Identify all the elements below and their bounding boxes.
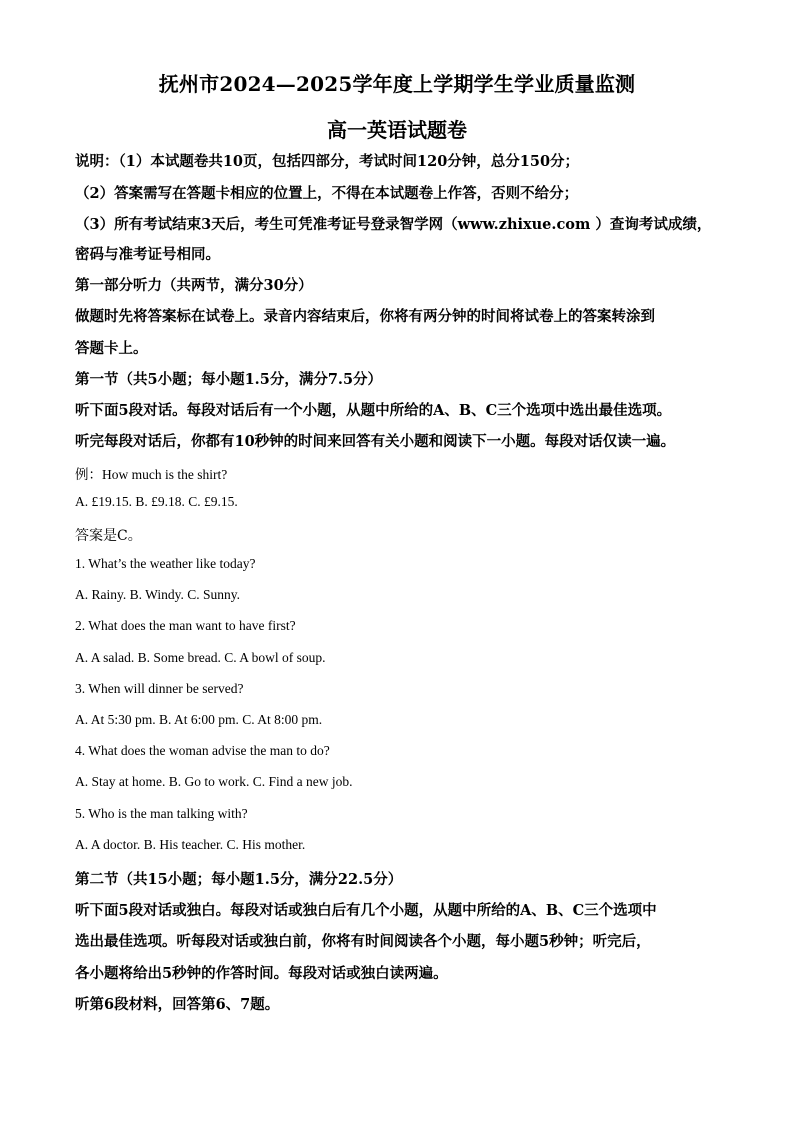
section2-intro-line-2: 选出最佳选项。听每段对话或独白前，你将有时间阅读各个小题，每小题5秒钟；听完后， [75,933,651,950]
question-1-options: A. Rainy. B. Windy. C. Sunny. [75,587,240,602]
example-answer: 答案是C。 [75,528,142,544]
exam-subtitle: 高一英语试题卷 [327,118,467,142]
part1-intro-line-1: 做题时先将答案标在试卷上。录音内容结束后，你将有两分钟的时间将试卷上的答案转涂到 [75,308,655,325]
question-3: 3. When will dinner be served? [75,681,244,696]
question-4: 4. What does the woman advise the man to do? [75,743,330,758]
part1-heading: 第一部分听力（共两节，满分30分） [75,277,313,294]
question-2: 2. What does the man want to have first? [75,618,296,633]
example-question: 例：How much is the shirt? [75,467,228,482]
instruction-line-3: （3）所有考试结束3天后，考生可凭准考证号登录智学网（www.zhixue.com ）查询考试成绩， [75,216,712,233]
section2-heading: 第二节（共15小题；每小题1.5分，满分22.5分） [75,871,403,888]
question-1: 1. What’s the weather like today? [75,556,256,571]
instruction-line-1: 说明：（1）本试题卷共10页，包括四部分，考试时间120分钟，总分150分； [75,153,580,170]
instruction-line-2: （2）答案需写在答题卡相应的位置上，不得在本试题卷上作答，否则不给分； [75,185,579,202]
section1-intro-line-1: 听下面5段对话。每段对话后有一个小题，从题中所给的A、B、C三个选项中选出最佳选项。 [75,402,672,419]
question-2-options: A. A salad. B. Some bread. C. A bowl of soup. [75,650,326,665]
part1-intro-line-2: 答题卡上。 [75,340,148,357]
section2-intro-line-3: 各小题将给出5秒钟的作答时间。每段对话或独白读两遍。 [75,965,448,982]
section1-intro-line-2: 听完每段对话后，你都有10秒钟的时间来回答有关小题和阅读下一小题。每段对话仅读一遍。 [75,433,676,450]
question-5: 5. Who is the man talking with? [75,806,248,821]
question-5-options: A. A doctor. B. His teacher. C. His mother. [75,837,306,852]
section2-intro-line-1: 听下面5段对话或独白。每段对话或独白后有几个小题，从题中所给的A、B、C三个选项中 [75,902,657,919]
question-4-options: A. Stay at home. B. Go to work. C. Find a new job. [75,774,353,789]
exam-title: 抚州市2024—2025学年度上学期学生学业质量监测 [158,72,636,96]
section1-heading: 第一节（共5小题；每小题1.5分，满分7.5分） [75,371,383,388]
example-options: A. £19.15. B. £9.18. C. £9.15. [75,494,238,509]
question-3-options: A. At 5:30 pm. B. At 6:00 pm. C. At 8:00 pm. [75,712,323,727]
instruction-line-4: 密码与准考证号相同。 [75,246,220,263]
section2-material-6: 听第6段材料，回答第6、7题。 [75,996,280,1013]
